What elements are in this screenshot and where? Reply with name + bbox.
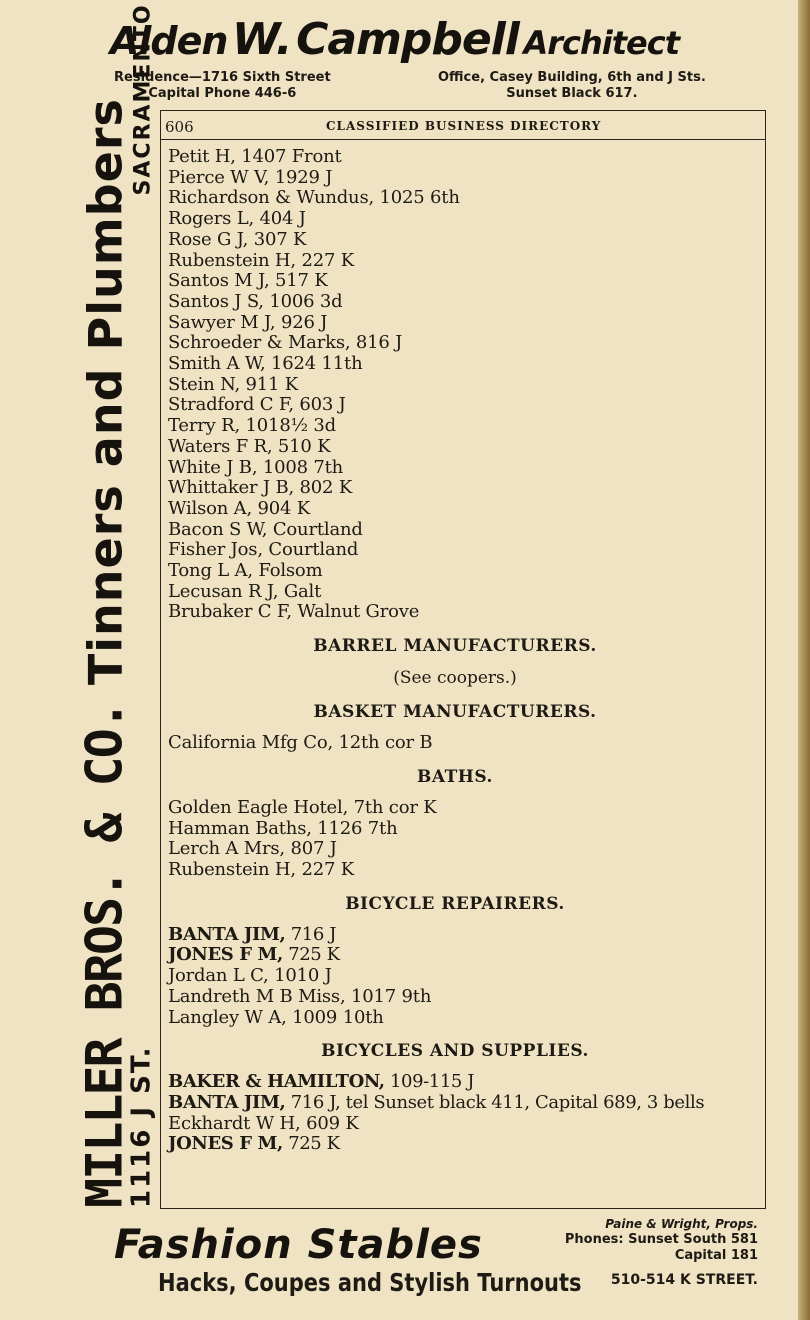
entry-text: Landreth M B Miss, 1017 9th <box>168 985 432 1007</box>
entry-text: Lerch A Mrs, 807 J <box>168 838 337 860</box>
entry-text: Richardson & Wundus, 1025 6th <box>168 187 460 209</box>
stables-phone-2: Capital 181 <box>674 1248 758 1263</box>
page-heading: CLASSIFIED BUSINESS DIRECTORY <box>326 119 602 133</box>
office-address: Office, Casey Building, 6th and J Sts. <box>438 70 706 85</box>
entry-text: Waters F R, 510 K <box>168 435 331 457</box>
header-rule <box>161 139 765 140</box>
entry-text: Terry R, 1018½ 3d <box>168 415 336 437</box>
architect-name <box>110 14 760 65</box>
directory-entry <box>168 540 762 561</box>
directory-entry <box>168 798 762 819</box>
directory-entry <box>168 733 762 754</box>
directory-entry <box>168 230 762 251</box>
spacer <box>168 881 762 893</box>
plumber-address: 1116 J ST. <box>126 1045 157 1208</box>
entry-text: Lecusan R J, Galt <box>168 580 322 602</box>
architect-title: Architect <box>523 24 679 62</box>
entry-text: Smith A W, 1624 11th <box>168 353 363 375</box>
directory-entry <box>168 333 762 354</box>
directory-entry <box>168 437 762 458</box>
directory-entry <box>168 499 762 520</box>
bottom-advertisement <box>0 1210 810 1320</box>
entry-business-name: BAKER & HAMILTON, <box>168 1071 385 1093</box>
stables-title: Fashion Stables <box>114 1222 483 1268</box>
spacer <box>168 1028 762 1040</box>
directory-entry <box>168 1072 762 1093</box>
entry-text: Fisher Jos, Courtland <box>168 539 359 561</box>
entry-text: Pierce W V, 1929 J <box>168 166 333 188</box>
entry-text: Santos M J, 517 K <box>168 270 328 292</box>
directory-entry <box>168 209 762 230</box>
directory-entry <box>168 395 762 416</box>
entry-text: Bacon S W, Courtland <box>168 518 363 540</box>
entry-text: Schroeder & Marks, 816 J <box>168 332 403 354</box>
side-ad-text <box>75 3 157 1208</box>
section-heading: BASKET MANUFACTURERS. <box>313 702 597 723</box>
directory-content <box>168 147 762 1155</box>
directory-entry <box>168 987 762 1008</box>
directory-entry <box>168 839 762 860</box>
entry-text: White J B, 1008 7th <box>168 456 344 478</box>
directory-entry <box>168 313 762 334</box>
entry-text: 109-115 J <box>384 1071 475 1093</box>
plumber-trade: Tinners and Plumbers <box>78 98 133 686</box>
entry-text: 725 K <box>282 1133 340 1155</box>
section-heading: BICYCLE REPAIRERS. <box>345 893 565 914</box>
directory-entry <box>168 1008 762 1029</box>
entry-text: Eckhardt W H, 609 K <box>168 1112 359 1134</box>
stables-subtitle: Hacks, Coupes and Stylish Turnouts <box>158 1268 582 1297</box>
section-heading: BICYCLES AND SUPPLIES. <box>321 1041 589 1062</box>
directory-entry <box>168 251 762 272</box>
directory-entry <box>168 292 762 313</box>
entry-text: Golden Eagle Hotel, 7th cor K <box>168 796 437 818</box>
directory-entry <box>168 520 762 541</box>
entry-text: Petit H, 1407 Front <box>168 146 342 167</box>
bottom-rule <box>160 1208 766 1209</box>
architect-initial: W. <box>232 14 292 65</box>
directory-entry <box>168 478 762 499</box>
directory-entry <box>168 354 762 375</box>
directory-entry <box>168 860 762 881</box>
entry-text: Wilson A, 904 K <box>168 497 311 519</box>
directory-entry <box>168 582 762 603</box>
entry-business-name: BANTA JIM, <box>168 923 286 945</box>
directory-entry <box>168 819 762 840</box>
directory-entry <box>168 561 762 582</box>
entry-text: Hamman Baths, 1126 7th <box>168 817 398 839</box>
directory-entry <box>168 925 762 946</box>
entry-text: Rogers L, 404 J <box>168 208 306 230</box>
section-note: (See coopers.) <box>393 668 517 689</box>
directory-entry <box>168 458 762 479</box>
entry-text: Rubenstein H, 227 K <box>168 249 354 271</box>
residence-phone: Capital Phone 446-6 <box>148 86 297 101</box>
spacer <box>168 623 762 635</box>
spacer <box>168 689 762 701</box>
entry-text: Jordan L C, 1010 J <box>168 965 332 987</box>
entry-business-name: BANTA JIM, <box>168 1091 286 1113</box>
directory-entry <box>168 1093 762 1114</box>
entry-text: 716 J <box>285 923 337 945</box>
side-ad-line-1 <box>75 98 134 1208</box>
section-heading: BATHS. <box>417 766 493 787</box>
directory-entry <box>168 188 762 209</box>
entry-text: Whittaker J B, 802 K <box>168 477 353 499</box>
entry-text: Brubaker C F, Walnut Grove <box>168 601 420 623</box>
office-phone: Sunset Black 617. <box>506 86 638 101</box>
architect-office <box>438 70 706 102</box>
entry-text: Stradford C F, 603 J <box>168 394 346 416</box>
entry-text: 716 J, tel Sunset black 411, Capital 689, 3 bells <box>285 1091 705 1113</box>
side-advertisement <box>75 3 158 1208</box>
entry-text: Stein N, 911 K <box>168 373 299 395</box>
directory-entry <box>168 375 762 396</box>
entry-text: Santos J S, 1006 3d <box>168 290 343 312</box>
stables-props: Paine & Wright, Props. <box>605 1217 758 1231</box>
top-advertisement <box>0 0 810 112</box>
entry-text: 725 K <box>282 944 340 966</box>
directory-entry <box>168 602 762 623</box>
directory-entry <box>168 168 762 189</box>
plumber-brand: MILLER BROS. & CO. <box>75 702 134 1208</box>
plumber-city: SACRAMENTO <box>130 3 156 196</box>
entry-text: Rubenstein H, 227 K <box>168 858 354 880</box>
entry-text: Rose G J, 307 K <box>168 228 307 250</box>
directory-entry <box>168 1114 762 1135</box>
directory-entry <box>168 147 762 168</box>
directory-entry <box>168 1134 762 1155</box>
directory-entry <box>168 966 762 987</box>
entry-text: Langley W A, 1009 10th <box>168 1006 384 1028</box>
section-heading: BARREL MANUFACTURERS. <box>313 636 597 657</box>
architect-surname: Campbell <box>296 14 519 65</box>
entry-business-name: JONES F M, <box>168 944 283 966</box>
stables-phone-1: Phones: Sunset South 581 <box>564 1232 758 1247</box>
spacer <box>168 657 762 667</box>
entry-business-name: JONES F M, <box>168 1133 283 1155</box>
residence-address: Residence—1716 Sixth Street <box>114 70 331 85</box>
directory-entry <box>168 271 762 292</box>
directory-entry <box>168 416 762 437</box>
stables-details <box>548 1216 758 1288</box>
spacer <box>168 754 762 766</box>
stables-address: 510-514 K STREET. <box>610 1272 758 1288</box>
page-number: 606 <box>165 118 194 136</box>
entry-text: Sawyer M J, 926 J <box>168 311 328 333</box>
entry-text: Tong L A, Folsom <box>168 560 323 582</box>
directory-frame <box>160 110 766 1209</box>
architect-first-name: Alden <box>110 19 228 63</box>
page-edge <box>798 0 810 1320</box>
directory-entry <box>168 945 762 966</box>
entry-text: California Mfg Co, 12th cor B <box>168 732 433 754</box>
